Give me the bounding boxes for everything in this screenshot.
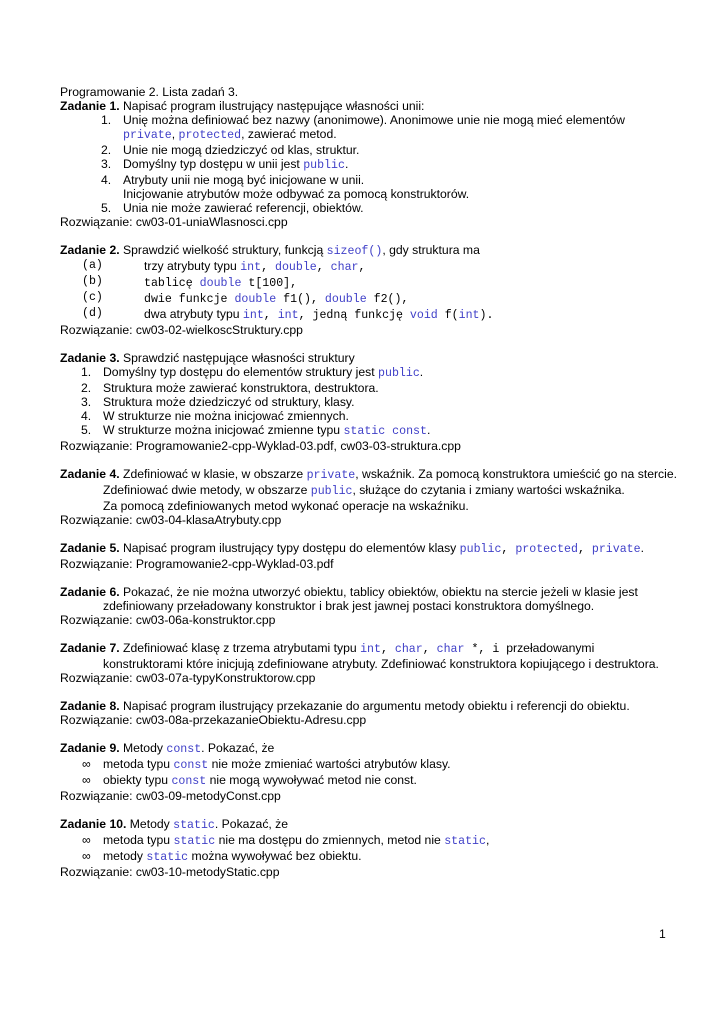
infinity-bullet-icon: ∞: [82, 833, 91, 847]
list-item: ∞ metody static można wywoływać bez obiektu.: [82, 849, 362, 864]
list-item: private, protected, zawierać metod.: [123, 127, 337, 142]
task-7: [60, 641, 670, 685]
solution-line: Rozwiązanie: cw03-02-wielkoscStruktury.cpp: [60, 323, 303, 337]
task-heading: Zadanie 6. Pokazać, że nie można utworzyć obiektu, tablicy obiektów, obiektu na stercie jeżeli w klasie jest: [60, 585, 638, 599]
task-label: Zadanie 7.: [60, 641, 120, 655]
task-heading: Zadanie 7. Zdefiniować klasę z trzema atrybutami typu int, char, char *, i przeładowanymi: [60, 641, 595, 656]
task-label: Zadanie 8.: [60, 699, 120, 713]
infinity-bullet-icon: ∞: [82, 849, 91, 863]
task-6: [60, 585, 670, 627]
task-label: Zadanie 6.: [60, 585, 120, 599]
solution-line: Rozwiązanie: cw03-06a-konstruktor.cpp: [60, 613, 276, 627]
list-item: 5. W strukturze można inicjować zmienne typu static const.: [81, 423, 431, 438]
task-4: [60, 467, 678, 527]
task-3: [60, 351, 670, 453]
list-item: 1. Unię można definiować bez nazwy (anonimowe). Anonimowe unie nie mogą mieć elementów: [101, 113, 625, 127]
solution-line: Rozwiązanie: cw03-10-metodyStatic.cpp: [60, 865, 280, 879]
task-2: [60, 243, 670, 337]
bullet-list: [60, 833, 670, 865]
list-item: 4. W strukturze nie można inicjować zmiennych.: [81, 409, 349, 423]
task-label: Zadanie 9.: [60, 741, 120, 755]
list-item: ∞ obiekty typu const nie mogą wywoływać metod nie const.: [82, 773, 417, 788]
task-heading: Zadanie 5. Napisać program ilustrujący typy dostępu do elementów klasy public, protected, private.: [60, 541, 644, 556]
task-heading: Zadanie 4. Zdefiniować w klasie, w obszarze private, wskaźnik. Za pomocą konstruktora umieścić go na stercie.: [60, 467, 678, 482]
list-item: Inicjowanie atrybutów może odbywać za pomocą konstruktorów.: [123, 187, 470, 201]
lettered-list: [60, 259, 670, 323]
solution-line: Rozwiązanie: cw03-01-uniaWlasnosci.cpp: [60, 215, 288, 229]
page-number: 1: [659, 927, 666, 941]
list-item: 2. Struktura może zawierać konstruktora, destruktora.: [81, 381, 379, 395]
solution-line: Rozwiązanie: cw03-07a-typyKonstruktorow.cpp: [60, 671, 316, 685]
task-heading: Zadanie 9. Metody const. Pokazać, że: [60, 741, 275, 756]
task-5: [60, 541, 670, 571]
task-heading: Zadanie 2. Sprawdzić wielkość struktury, funkcją sizeof(), gdy struktura ma: [60, 243, 480, 258]
task-heading: Zadanie 8. Napisać program ilustrujący przekazanie do argumentu metody obiektu i referencji do obiektu.: [60, 699, 630, 713]
task-label: Zadanie 10.: [60, 817, 127, 831]
list-item: 3. Domyślny typ dostępu w unii jest public.: [101, 157, 349, 172]
task-heading: Zadanie 3. Sprawdzić następujące własności struktury: [60, 351, 355, 365]
task-8: [60, 699, 670, 727]
task-heading: Zadanie 1. Napisać program ilustrujący następujące własności unii:: [60, 99, 425, 113]
list-item: 5. Unia nie może zawierać referencji, obiektów.: [101, 201, 364, 215]
task-label: Zadanie 5.: [60, 541, 120, 555]
task-label: Zadanie 1.: [60, 99, 120, 113]
numbered-list: [60, 365, 670, 439]
task-line: Za pomocą zdefiniowanych metod wykonać operacje na wskaźniku.: [103, 499, 469, 513]
solution-line: Rozwiązanie: Programowanie2-cpp-Wyklad-03.pdf: [60, 557, 334, 571]
list-item: 4. Atrybuty unii nie mogą być inicjowane w unii.: [101, 173, 365, 187]
document-title: Programowanie 2. Lista zadań 3.: [60, 85, 239, 99]
task-line: Zdefiniować dwie metody, w obszarze public, służące do czytania i zmiany wartości wskaźnika.: [103, 483, 625, 498]
solution-line: Rozwiązanie: cw03-08a-przekazanieObiektu-Adresu.cpp: [60, 713, 367, 727]
task-label: Zadanie 4.: [60, 467, 120, 481]
list-item: (b) tablicę double t[100],: [82, 275, 298, 290]
bullet-list: [60, 757, 670, 789]
list-item: ∞ metoda typu const nie może zmieniać wartości atrybutów klasy.: [82, 757, 451, 772]
task-1: [60, 99, 670, 229]
solution-line: Rozwiązanie: cw03-04-klasaAtrybuty.cpp: [60, 513, 282, 527]
solution-line: Rozwiązanie: cw03-09-metodyConst.cpp: [60, 789, 281, 803]
list-item: ∞ metoda typu static nie ma dostępu do zmiennych, metod nie static,: [82, 833, 490, 848]
list-item: 2. Unie nie mogą dziedziczyć od klas, struktur.: [101, 143, 360, 157]
list-item: (a) trzy atrybuty typu int, double, char,: [82, 259, 366, 274]
infinity-bullet-icon: ∞: [82, 757, 91, 771]
task-heading: Zadanie 10. Metody static. Pokazać, że: [60, 817, 289, 832]
task-10: [60, 817, 670, 879]
task-9: [60, 741, 670, 803]
list-item: (c) dwie funkcje double f1(), double f2(),: [82, 291, 409, 306]
task-line: konstruktorami które inicjują zdefiniowane atrybuty. Zdefiniować konstruktora kopiującego i destruktora.: [103, 657, 659, 671]
list-item: 3. Struktura może dziedziczyć od struktury, klasy.: [81, 395, 355, 409]
task-line: zdefiniowany przeładowany konstruktor i brak jest jawnej postaci konstruktora domyślnego.: [103, 599, 595, 613]
task-label: Zadanie 3.: [60, 351, 120, 365]
task-label: Zadanie 2.: [60, 243, 120, 257]
list-item: 1. Domyślny typ dostępu do elementów struktury jest public.: [81, 365, 424, 380]
document-page: [60, 85, 678, 893]
list-item: (d) dwa atrybuty typu int, int, jedną funkcję void f(int).: [82, 307, 494, 322]
numbered-list: [60, 113, 670, 215]
infinity-bullet-icon: ∞: [82, 773, 91, 787]
solution-line: Rozwiązanie: Programowanie2-cpp-Wyklad-03.pdf, cw03-03-struktura.cpp: [60, 439, 461, 453]
